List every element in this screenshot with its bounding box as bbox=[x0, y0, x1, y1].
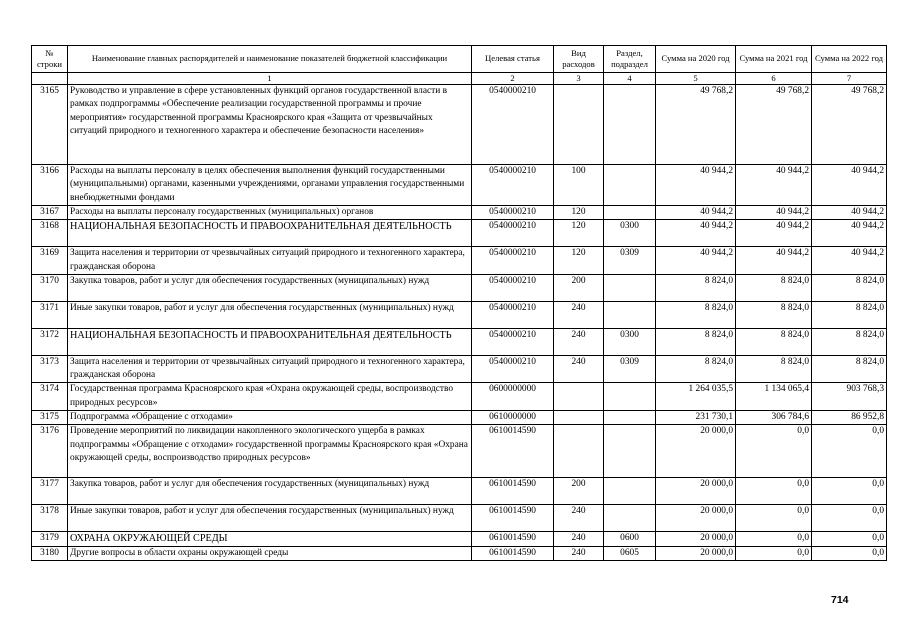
sum-2020-cell: 1 264 035,5 bbox=[656, 383, 736, 411]
row-number-cell: 3177 bbox=[32, 478, 68, 505]
target-article-cell: 0610000000 bbox=[472, 411, 554, 425]
sum-2022-cell: 49 768,2 bbox=[812, 85, 887, 165]
column-numbers-row bbox=[32, 73, 887, 85]
column-number: 3 bbox=[554, 73, 604, 85]
column-number: 7 bbox=[812, 73, 887, 85]
expense-type-cell: 240 bbox=[554, 355, 604, 383]
section-cell bbox=[604, 165, 656, 206]
row-number-cell: 3171 bbox=[32, 301, 68, 328]
target-article-cell: 0610014590 bbox=[472, 532, 554, 546]
sum-2021-cell: 0,0 bbox=[736, 532, 812, 546]
sum-2022-cell: 0,0 bbox=[812, 425, 887, 478]
sum-2021-cell: 40 944,2 bbox=[736, 247, 812, 275]
header-sum-2022: Сумма на 2022 год bbox=[812, 46, 887, 73]
target-article-cell: 0540000210 bbox=[472, 301, 554, 328]
sum-2022-cell: 903 768,3 bbox=[812, 383, 887, 411]
column-number: 5 bbox=[656, 73, 736, 85]
sum-2020-cell: 20 000,0 bbox=[656, 505, 736, 532]
sum-2020-cell: 8 824,0 bbox=[656, 274, 736, 301]
table-row bbox=[32, 478, 887, 505]
table-row bbox=[32, 505, 887, 532]
header-expense-type: Вид расходов bbox=[554, 46, 604, 73]
sum-2020-cell: 40 944,2 bbox=[656, 165, 736, 206]
row-name-cell: Иные закупки товаров, работ и услуг для обеспечения государственных (муниципальных) нужд bbox=[68, 505, 472, 532]
row-number-cell: 3175 bbox=[32, 411, 68, 425]
sum-2022-cell: 86 952,8 bbox=[812, 411, 887, 425]
header-section: Раздел, подраздел bbox=[604, 46, 656, 73]
table-row bbox=[32, 301, 887, 328]
table-row bbox=[32, 532, 887, 546]
page-number: 714 bbox=[831, 594, 849, 606]
sum-2020-cell: 49 768,2 bbox=[656, 85, 736, 165]
target-article-cell: 0540000210 bbox=[472, 206, 554, 220]
table-row bbox=[32, 220, 887, 247]
row-name-cell: Другие вопросы в области охраны окружающей среды bbox=[68, 546, 472, 560]
sum-2022-cell: 8 824,0 bbox=[812, 274, 887, 301]
row-number-cell: 3173 bbox=[32, 355, 68, 383]
row-name-cell: НАЦИОНАЛЬНАЯ БЕЗОПАСНОСТЬ И ПРАВООХРАНИТЕЛЬНАЯ ДЕЯТЕЛЬНОСТЬ bbox=[68, 328, 472, 355]
expense-type-cell: 200 bbox=[554, 478, 604, 505]
sum-2020-cell: 40 944,2 bbox=[656, 220, 736, 247]
row-number-cell: 3168 bbox=[32, 220, 68, 247]
expense-type-cell bbox=[554, 85, 604, 165]
sum-2021-cell: 8 824,0 bbox=[736, 355, 812, 383]
sum-2021-cell: 40 944,2 bbox=[736, 220, 812, 247]
sum-2021-cell: 8 824,0 bbox=[736, 274, 812, 301]
table-row bbox=[32, 546, 887, 560]
row-name-cell: Закупка товаров, работ и услуг для обеспечения государственных (муниципальных) нужд bbox=[68, 478, 472, 505]
target-article-cell: 0600000000 bbox=[472, 383, 554, 411]
column-number: 6 bbox=[736, 73, 812, 85]
sum-2022-cell: 8 824,0 bbox=[812, 328, 887, 355]
expense-type-cell: 200 bbox=[554, 274, 604, 301]
sum-2021-cell: 0,0 bbox=[736, 425, 812, 478]
header-sum-2020: Сумма на 2020 год bbox=[656, 46, 736, 73]
sum-2021-cell: 306 784,6 bbox=[736, 411, 812, 425]
section-cell bbox=[604, 206, 656, 220]
row-number-cell: 3179 bbox=[32, 532, 68, 546]
sum-2022-cell: 0,0 bbox=[812, 532, 887, 546]
target-article-cell: 0540000210 bbox=[472, 274, 554, 301]
section-cell: 0605 bbox=[604, 546, 656, 560]
table-row bbox=[32, 85, 887, 165]
table-row bbox=[32, 165, 887, 206]
row-number-cell: 3165 bbox=[32, 85, 68, 165]
sum-2022-cell: 8 824,0 bbox=[812, 355, 887, 383]
row-name-cell: Подпрограмма «Обращение с отходами» bbox=[68, 411, 472, 425]
table-row bbox=[32, 425, 887, 478]
sum-2022-cell: 0,0 bbox=[812, 478, 887, 505]
sum-2020-cell: 8 824,0 bbox=[656, 301, 736, 328]
row-name-cell: Защита населения и территории от чрезвычайных ситуаций природного и техногенного характера, гражданская оборона bbox=[68, 355, 472, 383]
section-cell: 0300 bbox=[604, 328, 656, 355]
sum-2021-cell: 8 824,0 bbox=[736, 328, 812, 355]
table-row bbox=[32, 328, 887, 355]
table-row bbox=[32, 383, 887, 411]
column-number: 2 bbox=[472, 73, 554, 85]
sum-2020-cell: 20 000,0 bbox=[656, 478, 736, 505]
target-article-cell: 0540000210 bbox=[472, 328, 554, 355]
sum-2020-cell: 40 944,2 bbox=[656, 206, 736, 220]
target-article-cell: 0610014590 bbox=[472, 478, 554, 505]
row-name-cell: НАЦИОНАЛЬНАЯ БЕЗОПАСНОСТЬ И ПРАВООХРАНИТЕЛЬНАЯ ДЕЯТЕЛЬНОСТЬ bbox=[68, 220, 472, 247]
section-cell bbox=[604, 301, 656, 328]
target-article-cell: 0540000210 bbox=[472, 220, 554, 247]
sum-2020-cell: 20 000,0 bbox=[656, 546, 736, 560]
section-cell: 0600 bbox=[604, 532, 656, 546]
sum-2021-cell: 0,0 bbox=[736, 546, 812, 560]
row-number-cell: 3170 bbox=[32, 274, 68, 301]
row-name-cell: Расходы на выплаты персоналу в целях обеспечения выполнения функций государственными (муниципальными) органами, казенными учреждениями, органами управления государственными внебюджетными фондами bbox=[68, 165, 472, 206]
row-name-cell: ОХРАНА ОКРУЖАЮЩЕЙ СРЕДЫ bbox=[68, 532, 472, 546]
row-number-cell: 3172 bbox=[32, 328, 68, 355]
row-name-cell: Иные закупки товаров, работ и услуг для обеспечения государственных (муниципальных) нужд bbox=[68, 301, 472, 328]
expense-type-cell: 240 bbox=[554, 301, 604, 328]
target-article-cell: 0610014590 bbox=[472, 505, 554, 532]
section-cell: 0309 bbox=[604, 355, 656, 383]
sum-2021-cell: 1 134 065,4 bbox=[736, 383, 812, 411]
sum-2021-cell: 0,0 bbox=[736, 505, 812, 532]
row-number-cell: 3176 bbox=[32, 425, 68, 478]
expense-type-cell bbox=[554, 383, 604, 411]
table-row bbox=[32, 355, 887, 383]
sum-2020-cell: 20 000,0 bbox=[656, 532, 736, 546]
expense-type-cell: 120 bbox=[554, 206, 604, 220]
expense-type-cell bbox=[554, 425, 604, 478]
sum-2022-cell: 8 824,0 bbox=[812, 301, 887, 328]
expense-type-cell: 120 bbox=[554, 247, 604, 275]
column-number: 1 bbox=[68, 73, 472, 85]
row-name-cell: Проведение мероприятий по ликвидации накопленного экологического ущерба в рамках подпрограммы «Обращение с отходами» государственной программы Красноярского края «Охрана окружающей среды, воспроизводство природных ресурсов» bbox=[68, 425, 472, 478]
header-row bbox=[32, 46, 887, 73]
sum-2020-cell: 231 730,1 bbox=[656, 411, 736, 425]
header-name: Наименование главных распорядителей и наименование показателей бюджетной классификации bbox=[68, 46, 472, 73]
row-name-cell: Защита населения и территории от чрезвычайных ситуаций природного и техногенного характера, гражданская оборона bbox=[68, 247, 472, 275]
table-body bbox=[32, 85, 887, 561]
sum-2022-cell: 0,0 bbox=[812, 546, 887, 560]
expense-type-cell: 100 bbox=[554, 165, 604, 206]
row-number-cell: 3174 bbox=[32, 383, 68, 411]
row-name-cell: Расходы на выплаты персоналу государственных (муниципальных) органов bbox=[68, 206, 472, 220]
column-number bbox=[32, 73, 68, 85]
expense-type-cell: 120 bbox=[554, 220, 604, 247]
target-article-cell: 0540000210 bbox=[472, 165, 554, 206]
budget-table bbox=[31, 45, 887, 561]
row-name-cell: Закупка товаров, работ и услуг для обеспечения государственных (муниципальных) нужд bbox=[68, 274, 472, 301]
row-number-cell: 3167 bbox=[32, 206, 68, 220]
row-number-cell: 3180 bbox=[32, 546, 68, 560]
sum-2020-cell: 8 824,0 bbox=[656, 355, 736, 383]
section-cell bbox=[604, 383, 656, 411]
expense-type-cell bbox=[554, 411, 604, 425]
sum-2021-cell: 8 824,0 bbox=[736, 301, 812, 328]
header-target: Целевая статья bbox=[472, 46, 554, 73]
sum-2020-cell: 40 944,2 bbox=[656, 247, 736, 275]
column-number: 4 bbox=[604, 73, 656, 85]
sum-2021-cell: 49 768,2 bbox=[736, 85, 812, 165]
sum-2022-cell: 40 944,2 bbox=[812, 165, 887, 206]
sum-2021-cell: 40 944,2 bbox=[736, 165, 812, 206]
target-article-cell: 0610014590 bbox=[472, 546, 554, 560]
sum-2021-cell: 40 944,2 bbox=[736, 206, 812, 220]
table-row bbox=[32, 411, 887, 425]
table-row bbox=[32, 247, 887, 275]
table-row bbox=[32, 274, 887, 301]
section-cell bbox=[604, 505, 656, 532]
table-row bbox=[32, 206, 887, 220]
expense-type-cell: 240 bbox=[554, 505, 604, 532]
header-sum-2021: Сумма на 2021 год bbox=[736, 46, 812, 73]
row-number-cell: 3166 bbox=[32, 165, 68, 206]
section-cell bbox=[604, 425, 656, 478]
target-article-cell: 0610014590 bbox=[472, 425, 554, 478]
section-cell bbox=[604, 85, 656, 165]
expense-type-cell: 240 bbox=[554, 546, 604, 560]
sum-2022-cell: 0,0 bbox=[812, 505, 887, 532]
expense-type-cell: 240 bbox=[554, 532, 604, 546]
row-name-cell: Государственная программа Красноярского края «Охрана окружающей среды, воспроизводство природных ресурсов» bbox=[68, 383, 472, 411]
section-cell: 0309 bbox=[604, 247, 656, 275]
target-article-cell: 0540000210 bbox=[472, 247, 554, 275]
sum-2022-cell: 40 944,2 bbox=[812, 220, 887, 247]
section-cell bbox=[604, 274, 656, 301]
row-number-cell: 3169 bbox=[32, 247, 68, 275]
sum-2022-cell: 40 944,2 bbox=[812, 206, 887, 220]
sum-2020-cell: 8 824,0 bbox=[656, 328, 736, 355]
sum-2021-cell: 0,0 bbox=[736, 478, 812, 505]
target-article-cell: 0540000210 bbox=[472, 355, 554, 383]
section-cell bbox=[604, 478, 656, 505]
sum-2020-cell: 20 000,0 bbox=[656, 425, 736, 478]
target-article-cell: 0540000210 bbox=[472, 85, 554, 165]
section-cell bbox=[604, 411, 656, 425]
section-cell: 0300 bbox=[604, 220, 656, 247]
row-number-cell: 3178 bbox=[32, 505, 68, 532]
header-row-no: № строки bbox=[32, 46, 68, 73]
expense-type-cell: 240 bbox=[554, 328, 604, 355]
row-name-cell: Руководство и управление в сфере установленных функций органов государственной власти в рамках подпрограммы «Обеспечение реализации государственной программы и прочие мероприятия» государственной программы Красноярского края «Защита от чрезвычайных ситуаций природного и техногенного характера и обеспечение безопасности населения» bbox=[68, 85, 472, 165]
sum-2022-cell: 40 944,2 bbox=[812, 247, 887, 275]
